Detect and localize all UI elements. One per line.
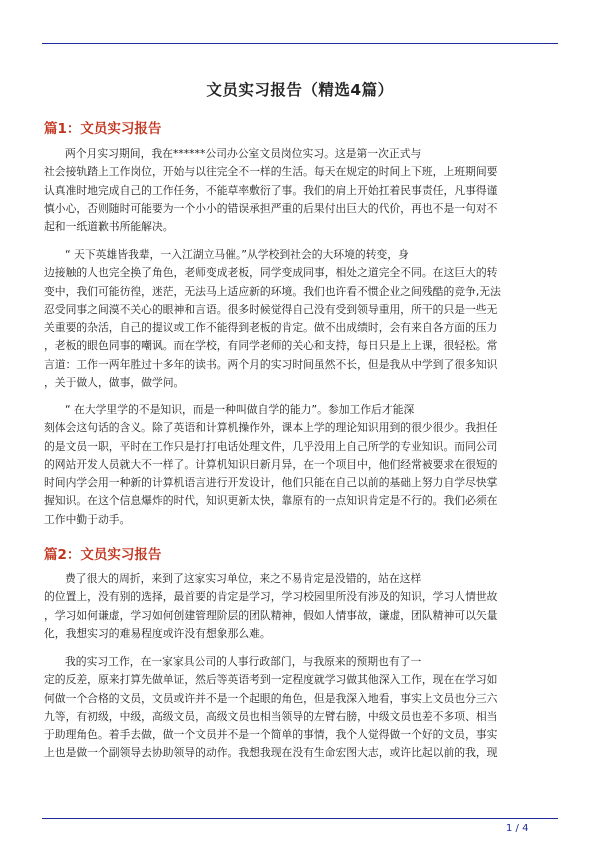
paragraph-1-2: [44, 246, 556, 392]
text-line: 变中，我们可能彷徨，迷茫，无法马上适应新的环境。我们也许看不惯企业之间残酷的竞争,无法: [44, 284, 501, 298]
text-line: 工作中勤于动手。: [44, 512, 131, 526]
text-line: ，学习如何谦虚，学习如何创建管理阶层的团队精神，假如人情事故，谦虚，团队精神可以矢量: [44, 608, 498, 622]
text-line: 边接触的人也完全换了角色，老师变成老板，同学变成同事，相处之道完全不同。在这巨大的转: [44, 266, 498, 280]
text-line: 言道：工作一两年胜过十多年的读书。两个月的实习时间虽然不长，但是我从中学到了很多知识: [44, 357, 498, 371]
paragraph-2-1: [44, 570, 556, 643]
text-line: 何做一个合格的文员，文员或许并不是一个起眼的角色，但是我深入地看，事实上文员也分三六: [44, 691, 498, 705]
text-line: 化，我想实习的难易程度或许没有想象那么难。: [44, 626, 271, 640]
footer-rule: [42, 818, 558, 819]
paragraph-2-2: [44, 653, 556, 763]
document-title: 文员实习报告（精选4篇）: [206, 81, 394, 99]
paragraph-1-1: [44, 145, 556, 236]
page-number: 1 / 4: [506, 823, 529, 834]
text-line: ，老板的眼色同事的嘲讽。而在学校，有同学老师的关心和支持，每日只是上上课，很轻松。常: [44, 339, 498, 353]
text-line: 费了很大的周折，来到了这家实习单位，来之不易肯定是没错的，站在这样: [65, 572, 422, 585]
text-line: 于助理角色。着手去做，做一个文员并不是一个简单的事情，我个人觉得做一个好的文员，事实: [44, 728, 498, 742]
text-line: 上也是做一个副领导去协助领导的动作。我想我现在没有生命宏图大志，或许比起以前的我，现: [44, 746, 498, 760]
text-line: 关重要的杂活，自己的提议或工作不能得到老板的肯定。做不出成绩时，会有来自各方面的压力: [44, 321, 498, 335]
section-heading-2: 篇2：文员实习报告: [44, 547, 162, 563]
text-line: 两个月实习期间，我在******公司办公室文员岗位实习。这是第一次正式与: [65, 147, 422, 160]
header-rule: [42, 43, 558, 44]
text-line: 起和一纸道歉书所能解决。: [44, 220, 174, 234]
text-line: 定的反差，原来打算先做单证，然后等英语考到一定程度就学习做其他深入工作，现在在学习如: [44, 673, 498, 687]
text-line: 刻体会这句话的含义。除了英语和计算机操作外，课本上学的理论知识用到的很少很少。我担任: [44, 421, 498, 435]
text-line: 认真准时地完成自己的工作任务，不能草率敷衍了事。我们的肩上开始扛着民事责任，凡事得谨: [44, 183, 498, 197]
text-line: 的位置上，没有别的选择，最首要的肯定是学习，学习校园里所没有涉及的知识，学习人情世故: [44, 590, 498, 604]
text-line: 握知识。在这个信息爆炸的时代，知识更新太快，靠原有的一点知识肯定是不行的。我们必须在: [44, 494, 498, 508]
paragraph-1-3: [44, 401, 556, 529]
text-line: 我的实习工作，在一家家具公司的人事行政部门，与我原来的预期也有了一: [65, 655, 422, 668]
text-line: 的是文员一职，平时在工作只是打打电话处理文件，几乎没用上自己所学的专业知识。而同公司: [44, 439, 498, 453]
text-line: “ 天下英雄皆我辈，一入江湖立马催。”从学校到社会的大环境的转变，身: [65, 248, 409, 261]
text-line: 社会接轨踏上工作岗位，开始与以往完全不一样的生活。每天在规定的时间上下班，上班期间要: [44, 165, 498, 179]
text-line: 时间内学会用一种新的计算机语言进行开发设计，他们只能在自己以前的基础上努力自学尽快掌: [44, 476, 498, 490]
text-line: 忍受同事之间漠不关心的眼神和言语。很多时候觉得自己没有受到领导重用，所干的只是一些无: [44, 302, 498, 316]
text-line: ，关于做人，做事，做学问。: [44, 376, 185, 390]
text-line: 的网站开发人员就大不一样了。计算机知识日新月异，在一个项目中，他们经常被要求在很短的: [44, 457, 498, 471]
text-line: “ 在大学里学的不是知识，而是一种叫做自学的能力”。参加工作后才能深: [65, 403, 415, 416]
text-line: 九等，有初级，中级，高级文员，高级文员也相当领导的左臂右膀，中级文员也差不多项、相当: [44, 709, 498, 723]
text-line: 慎小心，否则随时可能要为一个小小的错误承担严重的后果付出巨大的代价，再也不是一句对不: [44, 201, 498, 215]
section-heading-1: 篇1：文员实习报告: [44, 121, 162, 137]
